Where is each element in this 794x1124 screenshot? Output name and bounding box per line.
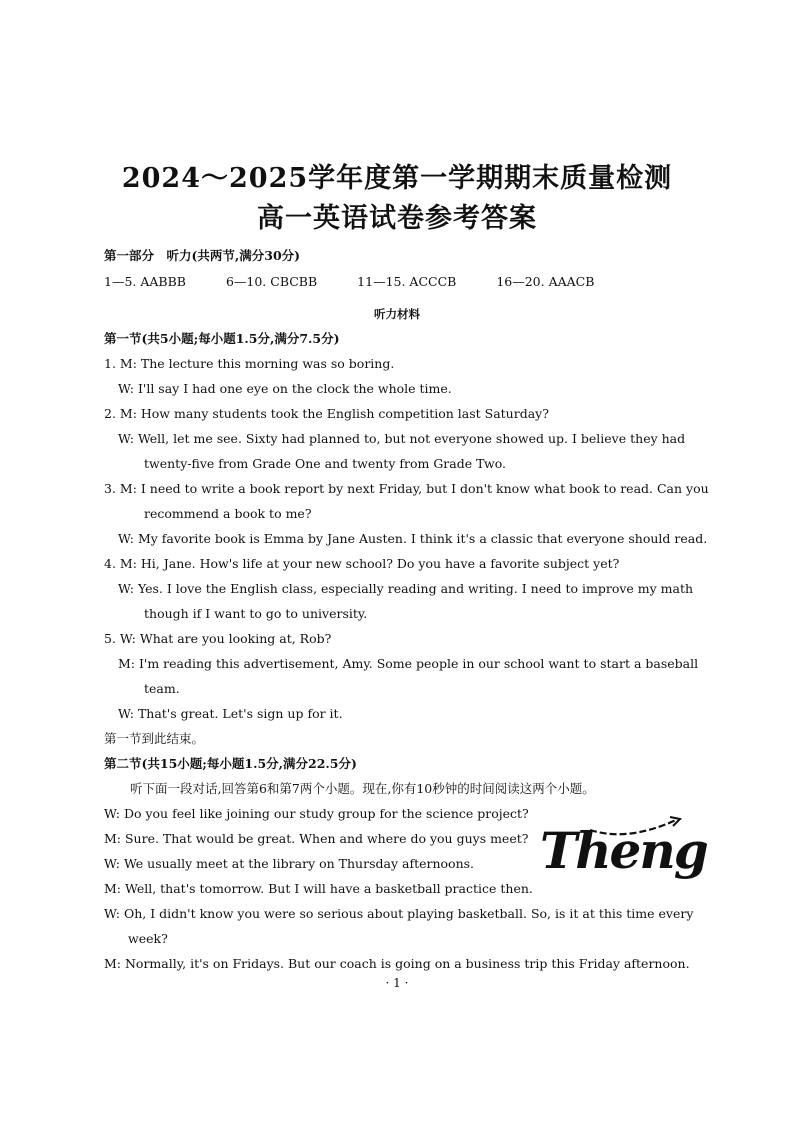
dialogue-line: W: Do you feel like joining our study group for the science project? [104,806,529,821]
answer-group: 1—5. AABBB [104,274,186,289]
section1-heading: 第一节(共5小题;每小题1.5分,满分7.5分) [104,331,340,346]
answer-group: 6—10. CBCBB [225,274,318,289]
dialogue-line: W: Oh, I didn't know you were so serious about playing basketball. So, is it at this time every [104,906,694,921]
dialogue-line: recommend a book to me? [144,506,312,521]
title-line-1: 2024～2025学年度第一学期期末质量检测 [121,163,673,194]
dialogue-line: M: I'm reading this advertisement, Amy. Some people in our school want to start a baseball [118,656,699,671]
dialogue-line: 1. M: The lecture this morning was so boring. [104,356,395,371]
dialogue-line: W: My favorite book is Emma by Jane Austen. I think it's a classic that everyone should read. [118,531,708,546]
dialogue-line: twenty-five from Grade One and twenty from Grade Two. [144,456,506,471]
dialogue-line: M: Well, that's tomorrow. But I will have a basketball practice then. [104,881,533,896]
dialogue-line: W: Well, let me see. Sixty had planned to, but not everyone showed up. I believe they had [118,431,686,446]
section1-end: 第一节到此结束。 [104,731,205,746]
logo-text: Theng [540,821,707,880]
section2-instruction: 听下面一段对话,回答第6和第7两个小题。现在,你有10秒钟的时间阅读这两个小题。 [130,781,595,796]
dialogue-line: M: Sure. That would be great. When and where do you guys meet? [104,831,529,846]
dialogue-line: W: Yes. I love the English class, especially reading and writing. I need to improve my math [118,581,694,596]
title-line-2: 高一英语试卷参考答案 [257,203,537,234]
dialogue-line: week? [128,931,168,946]
materials-heading: 听力材料 [374,307,420,321]
page-number: · 1 · [385,976,409,990]
dialogue-line: 5. W: What are you looking at, Rob? [104,631,332,646]
dialogue-line: though if I want to go to university. [144,606,368,621]
dialogue-line: W: We usually meet at the library on Thursday afternoons. [104,856,475,871]
answer-group: 16—20. AAACB [496,274,595,289]
dialogue-line: W: I'll say I had one eye on the clock the whole time. [118,381,452,396]
part1-heading: 第一部分 听力(共两节,满分30分) [104,248,301,263]
answer-key [104,274,630,290]
theng-logo [538,812,707,882]
dialogue-line: 3. M: I need to write a book report by next Friday, but I don't know what book to read. Can you [104,481,709,496]
dialogue-line: M: Normally, it's on Fridays. But our coach is going on a business trip this Friday afternoon. [104,956,690,971]
dialogue-line: W: That's great. Let's sign up for it. [118,706,343,721]
section2-heading: 第二节(共15小题;每小题1.5分,满分22.5分) [104,756,357,771]
dialogue-line: 4. M: Hi, Jane. How's life at your new school? Do you have a favorite subject yet? [104,556,620,571]
dialogue-line: team. [144,681,180,696]
answer-group: 11—15. ACCCB [357,274,457,289]
dialogue-line: 2. M: How many students took the English competition last Saturday? [104,406,549,421]
